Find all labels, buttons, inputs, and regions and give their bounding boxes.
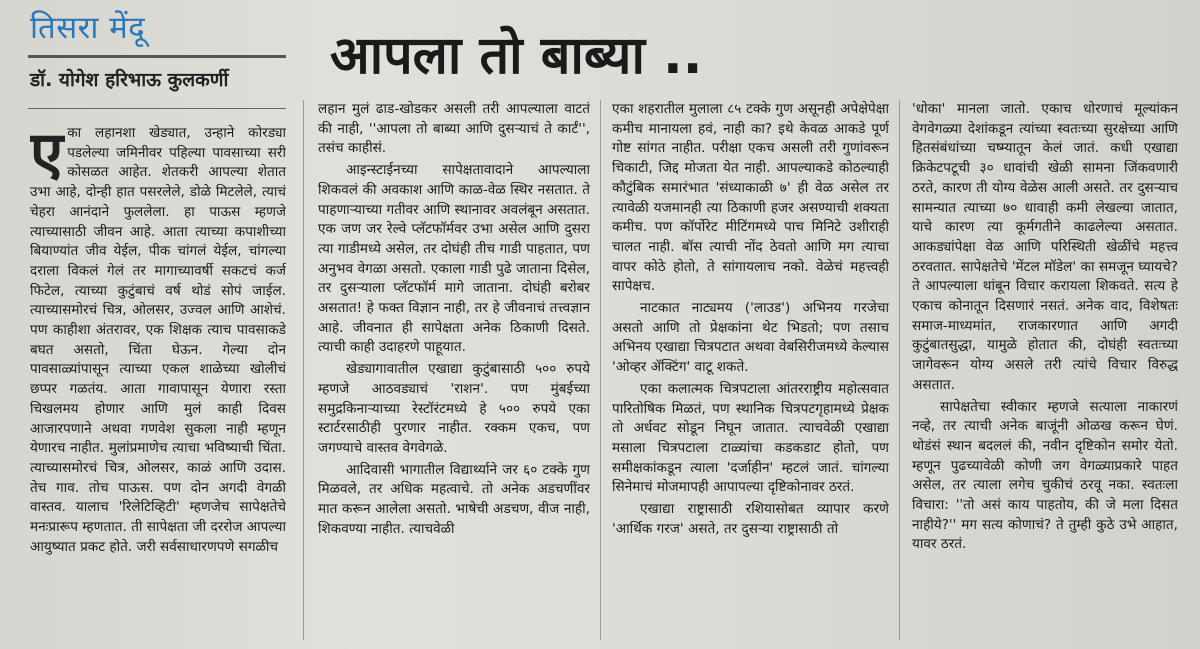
paragraph: 'धोका' मानला जातो. एकाच धोरणाचं मूल्यांकन वेगवेगळ्या देशांकडून त्यांच्या स्वतःच्या सुरक्षेच्या आणि हितसंबंधांच्या चष्म्यातून केलं जातं. कधी एखाद्या क्रिकेटपटूची ३० धावांची खेळी सामना जिंकवणारी ठरते, कारण ती योग्य वेळेस आली असते. तर दुसऱ्याच सामन्यात त्याच्या ७० धावाही कमी लेखल्या जातात, याचे कारण त्या कूर्मगतीने काढलेल्या असतात. आकड्यांपेक्षा वेळ आणि परिस्थिती खेळींचे महत्त्व ठरवतात. सापेक्षतेचे 'मेंटल मॉडेल' का समजून घ्यायचे? ते आपल्याला थांबून विचार करायला शिकवते. सत्य हे एकाच कोनातून दिसणारं नसतं. अनेक वाद, विशेषतः समाज-माध्यमांत, राजकारणात आणि अगदी कुटुंबातसुद्धा, यामुळे होतात की, दोघंही स्वतःच्या जागेवरून योग्य असले तरी त्यांचे विचार विरुद्ध असतात.	[912, 101, 1178, 393]
column-divider	[899, 100, 900, 640]
author-byline: डॉ. योगेश हरिभाऊ कुलकर्णी	[30, 69, 229, 91]
paragraph: खेड्यागावातील एखाद्या कुटुंबासाठी ५०० रुपये म्हणजे आठवड्याचं 'राशन'. पण मुंबईच्या समुद्रकिनाऱ्याच्या रेस्टॉरंटमध्ये हे ५०० रुपये एका स्टार्टरसाठीही पुरणार नाहीत. रक्कम एकच, पण जगण्याचे वास्तव वेगवेगळे.	[318, 361, 590, 456]
drop-cap: ए	[30, 124, 64, 189]
paragraph: सापेक्षतेचा स्वीकार म्हणजे सत्याला नाकारणं नव्हे, तर त्याची अनेक बाजूंनी ओळख करून घेणं. थोडंसं स्थान बदललं की, नवीन दृष्टिकोन समोर येतो. म्हणून पुढच्यावेळी कोणी जग वेगळ्याप्रकारे पाहत असेल, तर त्याला लगेच चुकीचं ठरवू नका. स्वतःला विचारा: ''तो असं काय पाहतोय, की जे मला दिसत नाहीये?'' मग सत्य कोणाचं? ते तुम्ही कुठे उभे आहात, यावर ठरतं.	[912, 398, 1178, 553]
article-column-1	[30, 124, 286, 644]
article-column-2	[318, 100, 590, 620]
column-divider	[303, 100, 304, 640]
article-column-3	[612, 100, 889, 620]
paragraph: एका शहरातील मुलाला ८५ टक्के गुण असूनही अपेक्षेपेक्षा कमीच मानायला हवं, नाही का? इथे केवळ आकडे पूर्ण गोष्ट सांगत नाहीत. परीक्षा एकच असली तरी गुणांवरून चिकाटी, जिद्द मोजता येत नाही. आपल्याकडे कोठल्याही कौटुंबिक समारंभात 'संध्याकाळी ७' ही वेळ असेल तर त्यावेळी यजमानही त्या ठिकाणी हजर असण्याची शक्यता कमीच. पण कॉर्पोरेट मीटिंगमध्ये पाच मिनिटे उशीराही चालत नाही. बॉस त्याची नोंद ठेवतो आणि मग त्याचा वापर कोठे होतो, ते सांगायलाच नको. वेळेचं महत्त्वही सापेक्षच.	[612, 101, 889, 295]
paragraph: लहान मुलं ढाड-खोडकर असली तरी आपल्याला वाटतं की नाही, ''आपला तो बाब्या आणि दुसऱ्याचं ते कार्टं'', तसंच काहीसं.	[318, 101, 590, 157]
paragraph: एका कलात्मक चित्रपटाला आंतरराष्ट्रीय महोत्सवात पारितोषिक मिळतं, पण स्थानिक चित्रपटगृहामध्ये प्रेक्षक तो अर्धवट सोडून निघून जातात. त्याचवेळी एखाद्या मसाला चित्रपटाला टाळ्यांचा कडकडाट होतो, पण समीक्षकांकडून त्याला 'दर्जाहीन' म्हटलं जातं. चांगल्या सिनेमाचं मोजमापही आपापल्या दृष्टिकोनावर ठरतं.	[612, 380, 889, 496]
article-column-4	[912, 100, 1178, 620]
column-name: तिसरा मेंदू	[30, 10, 146, 46]
article-headline: आपला तो बाब्या ..	[330, 26, 703, 86]
paragraph: का लहानशा खेड्यात, उन्हाने कोरड्या पडलेल्या जमिनीवर पहिल्या पावसाच्या सरी कोसळत आहेत. शेतकरी आपल्या शेतात उभा आहे, दोन्ही हात पसरलेले, डोळे मिटलेले, त्याचं चेहरा आनंदाने फुललेला. हा पाऊस म्हणजे त्याच्यासाठी जीवन आहे. आता त्याच्या कपाशीच्या बियाण्यांत जीव येईल, पीक चांगलं येईल, चांगल्या दराला विकलं गेलं तर मागाच्यावर्षी सकटचं कर्ज फिटेल, त्याच्या कुटुंबाचं वर्ष थोडं सोपं जाईल. त्याच्यासमोरचं चित्र, ओलसर, उज्वल आणि आशेचं. पण काहीशा अंतरावर, एक शिक्षक त्याच पावसाकडे बघत असतो, चिंता घेऊन. गेल्या दोन पावसाळ्यांपासून त्याच्या एकल शाळेच्या खोलीचं छप्पर गळतंय. आता गावापासून येणारा रस्ता चिखलमय होणार आणि मुलं काही दिवस आजारपणाने अथवा गणवेश सुकला नाही म्हणून येणारच नाहीत. मुलांप्रमाणेच त्याचा भविष्याची चिंता. त्याच्यासमोरचं चित्र, ओलसर, काळं आणि उदास. तेच गाव. तोच पाऊस. पण दोन अगदी वेगळी वास्तव. यालाच 'रिलेटिव्हिटी' म्हणजेच सापेक्षतेचे मनःप्रारूप म्हणतात. ती सापेक्षता जी दररोज आपल्या आयुष्यात प्रकट होते. जरी सर्वसाधारणपणे सगळीच	[30, 125, 286, 555]
divider-rule	[28, 55, 286, 58]
divider-rule	[28, 108, 286, 109]
paragraph: नाटकात नाट्यमय ('लाउड') अभिनय गरजेचा असतो आणि तो प्रेक्षकांना थेट भिडतो; पण तसाच अभिनय एखाद्या चित्रपटात अथवा वेबसिरीजमध्ये केल्यास 'ओव्हर ॲक्टिंग' वाटू शकते.	[612, 300, 889, 376]
paragraph: एखाद्या राष्ट्रासाठी रशियासोबत व्यापार करणे 'आर्थिक गरज' असते, तर दुसऱ्या राष्ट्रासाठी तो	[612, 501, 889, 537]
column-divider	[600, 100, 601, 640]
paragraph: आइन्स्टाईनच्या सापेक्षतावादाने आपल्याला शिकवलं की अवकाश आणि काळ-वेळ स्थिर नसतात. ते पाहणाऱ्याच्या गतीवर आणि स्थानावर अवलंबून असतात. एक जण जर रेल्वे प्लॅटफॉर्मवर उभा असेल आणि दुसरा त्या गाडीमध्ये असेल, तर दोघंही तीच गाडी पाहतात, पण अनुभव वेगळा असतो. एकाला गाडी पुढे जाताना दिसेल, तर दुसऱ्याला प्लॅटफॉर्म मागे जाताना. दोघंही बरोबर असतात! हे फक्त विज्ञान नाही, तर हे जीवनाचं तत्त्वज्ञान आहे. जीवनात ही सापेक्षता अनेक ठिकाणी दिसते. त्याची काही उदाहरणे पाहूयात.	[318, 162, 590, 356]
paragraph: आदिवासी भागातील विद्यार्थ्याने जर ६० टक्के गुण मिळवले, तर अधिक महत्वाचे. तो अनेक अडचणींवर मात करून आलेला असतो. भाषेची अडचण, वीज नाही, शिकवण्या नाहीत. त्याचवेळी	[318, 461, 590, 537]
